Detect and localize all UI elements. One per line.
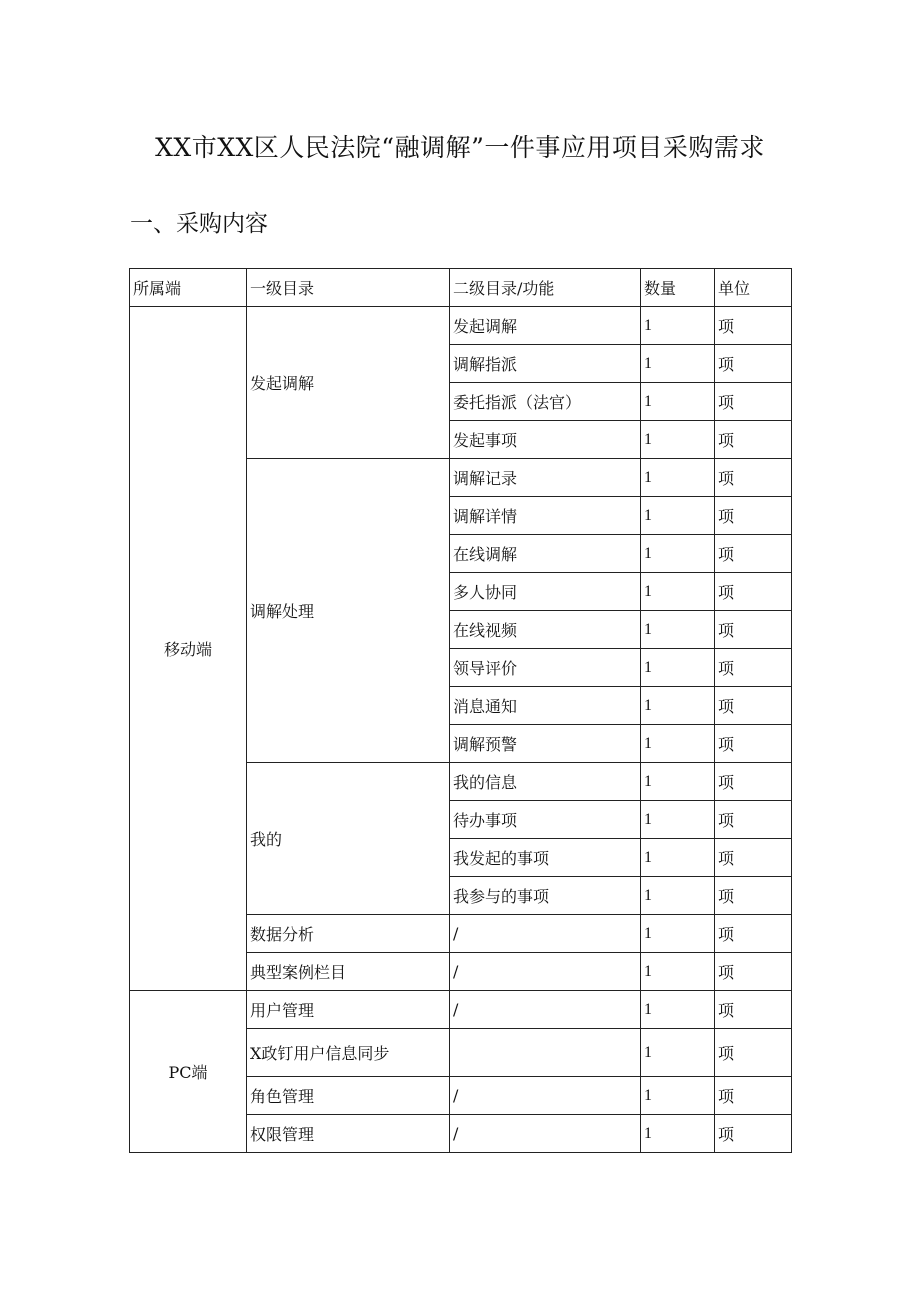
unit-cell: 项 bbox=[715, 497, 792, 535]
level2-cell: / bbox=[450, 915, 641, 953]
quantity-cell: 1 bbox=[641, 953, 715, 991]
level2-cell: 发起调解 bbox=[450, 307, 641, 345]
header-level2: 二级目录/功能 bbox=[450, 269, 641, 307]
level2-cell: / bbox=[450, 1115, 641, 1153]
table-row bbox=[130, 991, 792, 1029]
unit-cell: 项 bbox=[715, 345, 792, 383]
level2-cell: 调解详情 bbox=[450, 497, 641, 535]
platform-cell-pc: PC端 bbox=[130, 991, 247, 1153]
unit-cell: 项 bbox=[715, 991, 792, 1029]
quantity-cell: 1 bbox=[641, 1029, 715, 1077]
unit-cell: 项 bbox=[715, 725, 792, 763]
quantity-cell: 1 bbox=[641, 345, 715, 383]
unit-cell: 项 bbox=[715, 1029, 792, 1077]
unit-cell: 项 bbox=[715, 383, 792, 421]
level1-cell: 权限管理 bbox=[247, 1115, 450, 1153]
quantity-cell: 1 bbox=[641, 459, 715, 497]
level2-cell: / bbox=[450, 953, 641, 991]
unit-cell: 项 bbox=[715, 535, 792, 573]
level2-cell: 调解指派 bbox=[450, 345, 641, 383]
header-quantity: 数量 bbox=[641, 269, 715, 307]
quantity-cell: 1 bbox=[641, 649, 715, 687]
unit-cell: 项 bbox=[715, 459, 792, 497]
unit-cell: 项 bbox=[715, 763, 792, 801]
quantity-cell: 1 bbox=[641, 763, 715, 801]
unit-cell: 项 bbox=[715, 953, 792, 991]
level1-cell: 数据分析 bbox=[247, 915, 450, 953]
quantity-cell: 1 bbox=[641, 877, 715, 915]
level2-cell: 调解记录 bbox=[450, 459, 641, 497]
quantity-cell: 1 bbox=[641, 497, 715, 535]
level1-cell: 我的 bbox=[247, 763, 450, 915]
level2-cell: 在线视频 bbox=[450, 611, 641, 649]
level2-cell: 调解预警 bbox=[450, 725, 641, 763]
quantity-cell: 1 bbox=[641, 801, 715, 839]
table-row bbox=[130, 307, 792, 345]
unit-cell: 项 bbox=[715, 801, 792, 839]
platform-cell-mobile: 移动端 bbox=[130, 307, 247, 991]
quantity-cell: 1 bbox=[641, 611, 715, 649]
level2-cell: 在线调解 bbox=[450, 535, 641, 573]
level1-cell: 角色管理 bbox=[247, 1077, 450, 1115]
quantity-cell: 1 bbox=[641, 725, 715, 763]
quantity-cell: 1 bbox=[641, 421, 715, 459]
quantity-cell: 1 bbox=[641, 991, 715, 1029]
level2-cell: 发起事项 bbox=[450, 421, 641, 459]
level2-cell: / bbox=[450, 991, 641, 1029]
unit-cell: 项 bbox=[715, 1115, 792, 1153]
level1-cell: 典型案例栏目 bbox=[247, 953, 450, 991]
unit-cell: 项 bbox=[715, 649, 792, 687]
level1-cell: 发起调解 bbox=[247, 307, 450, 459]
quantity-cell: 1 bbox=[641, 383, 715, 421]
unit-cell: 项 bbox=[715, 1077, 792, 1115]
unit-cell: 项 bbox=[715, 877, 792, 915]
level2-cell bbox=[450, 1029, 641, 1077]
level2-cell: 我的信息 bbox=[450, 763, 641, 801]
quantity-cell: 1 bbox=[641, 535, 715, 573]
header-platform: 所属端 bbox=[130, 269, 247, 307]
level1-cell: 调解处理 bbox=[247, 459, 450, 763]
level2-cell: 多人协同 bbox=[450, 573, 641, 611]
level2-cell: 待办事项 bbox=[450, 801, 641, 839]
document-title: XX市XX区人民法院“融调解”一件事应用项目采购需求 bbox=[155, 133, 765, 162]
level2-cell: / bbox=[450, 1077, 641, 1115]
quantity-cell: 1 bbox=[641, 687, 715, 725]
unit-cell: 项 bbox=[715, 839, 792, 877]
unit-cell: 项 bbox=[715, 573, 792, 611]
header-level1: 一级目录 bbox=[247, 269, 450, 307]
quantity-cell: 1 bbox=[641, 839, 715, 877]
level2-cell: 委托指派（法官） bbox=[450, 383, 641, 421]
unit-cell: 项 bbox=[715, 611, 792, 649]
quantity-cell: 1 bbox=[641, 307, 715, 345]
level1-cell: X政钉用户信息同步 bbox=[247, 1029, 450, 1077]
table-header-row bbox=[130, 269, 792, 307]
quantity-cell: 1 bbox=[641, 1115, 715, 1153]
unit-cell: 项 bbox=[715, 915, 792, 953]
level2-cell: 消息通知 bbox=[450, 687, 641, 725]
unit-cell: 项 bbox=[715, 421, 792, 459]
level2-cell: 我发起的事项 bbox=[450, 839, 641, 877]
procurement-table bbox=[129, 268, 792, 1153]
quantity-cell: 1 bbox=[641, 915, 715, 953]
quantity-cell: 1 bbox=[641, 1077, 715, 1115]
unit-cell: 项 bbox=[715, 307, 792, 345]
level2-cell: 我参与的事项 bbox=[450, 877, 641, 915]
level1-cell: 用户管理 bbox=[247, 991, 450, 1029]
section-heading: 一、采购内容 bbox=[130, 211, 268, 237]
header-unit: 单位 bbox=[715, 269, 792, 307]
quantity-cell: 1 bbox=[641, 573, 715, 611]
level2-cell: 领导评价 bbox=[450, 649, 641, 687]
unit-cell: 项 bbox=[715, 687, 792, 725]
